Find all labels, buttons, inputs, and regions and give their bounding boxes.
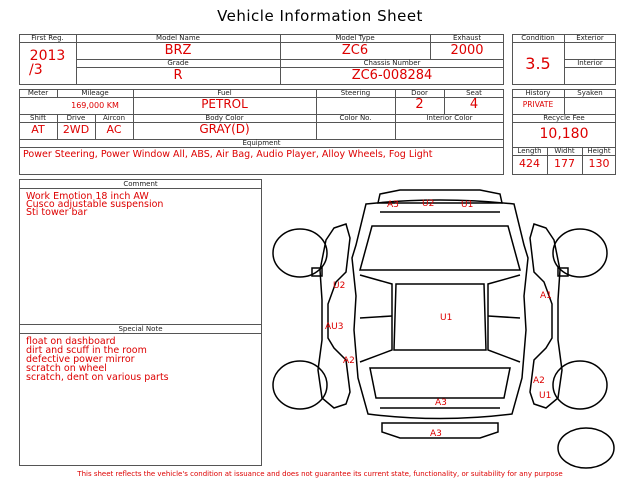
interior-label: Interior (577, 59, 603, 67)
exterior-label: Exterior (576, 34, 604, 42)
exhaust-label: Exhaust (452, 34, 482, 42)
drive-label: Drive (66, 114, 86, 122)
front-right-tire (553, 229, 607, 277)
height-label: Height (587, 147, 611, 155)
shift-label: Shift (30, 114, 46, 122)
mileage-value: 169,000 KM (71, 101, 119, 110)
grade-label: Grade (167, 59, 189, 67)
exhaust-value: 2000 (450, 43, 484, 58)
chassis-number-label: Chassis Number (363, 59, 421, 67)
rear-window (370, 368, 510, 398)
recycle-fee-label: Recycle Fee (543, 114, 585, 122)
windshield (360, 226, 520, 270)
model-name-label: Model Name (156, 34, 200, 42)
damage-mark-roof-u1: U1 (440, 313, 453, 323)
fuel-value: PETROL (201, 97, 248, 111)
interior-color-label: Interior Color (426, 114, 473, 122)
recycle-fee-value: 10,180 (539, 126, 589, 142)
damage-mark-left-u2: U2 (333, 281, 346, 291)
special-note-label: Special Note (118, 325, 163, 333)
steering-label: Steering (340, 89, 371, 97)
aircon-label: Aircon (102, 114, 126, 122)
car-body-outline (352, 200, 528, 419)
comment-box (19, 179, 262, 466)
aircon-value: AC (106, 123, 122, 136)
history-value: PRIVATE (522, 100, 554, 109)
damage-mark-front-u1: U1 (461, 200, 474, 210)
disclaimer-footer: This sheet reflects the vehicle's condition at issuance and does not guarantee its current state, functionality, or suitability for any purpose (77, 470, 563, 478)
car-damage-diagram (268, 180, 620, 470)
special-note-line: float on dashboard (26, 336, 116, 347)
condition-label: Condition (521, 34, 555, 42)
spare-tire (558, 428, 614, 468)
first-reg-label: First Reg. (31, 34, 64, 42)
special-note-line: scratch, dent on various parts (26, 372, 169, 383)
comment-line: Cusco adjustable suspension (26, 199, 164, 210)
drive-value: 2WD (62, 123, 90, 136)
history-label: History (525, 89, 551, 97)
special-note-line: defective power mirror (26, 354, 135, 365)
special-note-line: scratch on wheel (26, 363, 107, 374)
model-type-label: Model Type (335, 34, 375, 42)
damage-mark-bumper-a3: A3 (430, 429, 442, 439)
sheet-title: Vehicle Information Sheet (217, 7, 423, 25)
damage-mark-left-au3: AU3 (325, 322, 344, 332)
damage-mark-front-u2: U2 (422, 199, 435, 209)
comment-label: Comment (123, 180, 158, 188)
door-label: Door (411, 89, 428, 97)
color-no-label: Color No. (339, 114, 372, 122)
chassis-number-value: ZC6-008284 (351, 68, 433, 83)
door-value: 2 (415, 97, 424, 112)
damage-mark-right-u1: U1 (539, 391, 552, 401)
mileage-label: Mileage (81, 89, 109, 97)
equipment-label: Equipment (242, 139, 281, 147)
first-reg-year: 2013 (29, 48, 66, 64)
left-doors (360, 275, 392, 362)
grade-value: R (173, 68, 183, 83)
front-left-tire (273, 229, 327, 277)
damage-mark-left-a2: A2 (343, 356, 355, 366)
width-value: 177 (554, 157, 575, 170)
damage-mark-rear-a3: A3 (435, 398, 447, 408)
damage-mark-right-a1: A1 (540, 291, 552, 301)
special-note-line: dirt and scuff in the room (26, 345, 147, 356)
meter-label: Meter (27, 89, 49, 97)
length-label: Length (517, 147, 542, 155)
left-side-panel (318, 224, 350, 408)
seat-value: 4 (469, 97, 479, 112)
damage-mark-front-a3: A3 (387, 200, 399, 210)
comment-line: Work Emotion 18 inch AW (26, 191, 149, 202)
body-color-label: Body Color (205, 114, 244, 122)
first-reg-month: /3 (29, 62, 43, 78)
body-color-value: GRAY(D) (199, 122, 250, 136)
right-doors (488, 275, 520, 362)
comment-line: Sti tower bar (26, 207, 88, 218)
damage-mark-right-a2: A2 (533, 376, 545, 386)
length-value: 424 (519, 157, 540, 170)
shift-value: AT (31, 123, 45, 136)
condition-grade: 3.5 (525, 54, 551, 73)
seat-label: Seat (466, 89, 482, 97)
model-type-value: ZC6 (341, 43, 369, 58)
syaken-label: Syaken (577, 89, 603, 97)
width-label: Widht (554, 147, 575, 155)
equipment-value: Power Steering, Power Window All, ABS, Air Bag, Audio Player, Alloy Wheels, Fog Light (23, 149, 433, 160)
height-value: 130 (588, 157, 610, 170)
fuel-label: Fuel (217, 89, 232, 97)
model-name-value: BRZ (164, 43, 192, 58)
